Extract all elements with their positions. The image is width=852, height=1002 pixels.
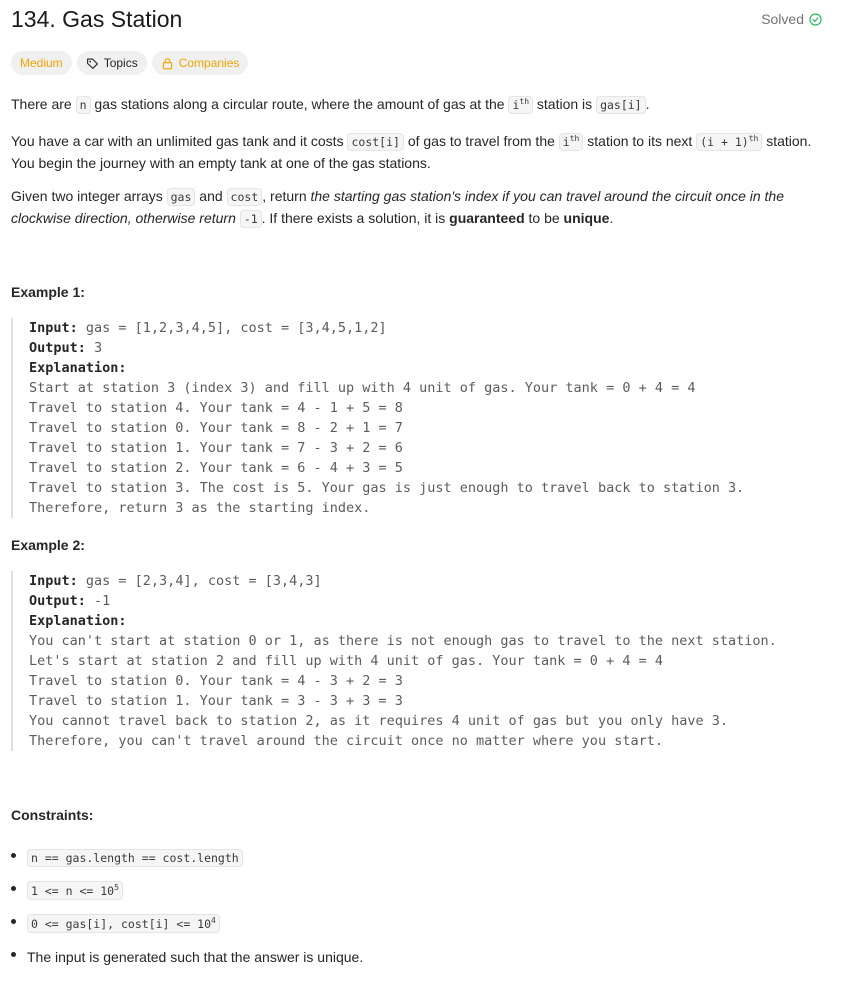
- description-paragraph-1: [11, 91, 826, 116]
- explanation-line: You can't start at station 0 or 1, as there is not enough gas to travel to the next station.: [29, 633, 777, 649]
- explanation-line: Therefore, you can't travel around the circuit once no matter where you start.: [29, 733, 663, 749]
- text: , return: [262, 188, 311, 204]
- example-output-line: [29, 591, 826, 611]
- output-value: -1: [85, 593, 111, 609]
- inline-code: cost[i]: [347, 133, 403, 151]
- constraints-heading: Constraints:: [11, 807, 94, 823]
- explanation-line: Let's start at station 2 and fill up with 4 unit of gas. Your tank = 0 + 4 = 4: [29, 653, 663, 669]
- explanation-line: Travel to station 1. Your tank = 3 - 3 + 3 = 3: [29, 693, 403, 709]
- bold-text: guaranteed: [449, 210, 525, 226]
- constraint-text: The input is generated such that the answer is unique.: [27, 948, 364, 965]
- code-text: (i + 1): [700, 134, 749, 149]
- emphasis-text: the starting gas station's index if you can travel around the circuit once in the clockwise direction, otherwise return: [11, 188, 784, 226]
- example-1-heading: Example 1:: [11, 284, 85, 300]
- text: .: [609, 210, 614, 226]
- example-output-line: [29, 338, 826, 358]
- text: and: [195, 188, 227, 204]
- text: station. You begin the journey with an empty tank at one of the gas stations.: [11, 132, 812, 171]
- text: .: [645, 95, 650, 112]
- text: gas stations along a circular route, where the amount of gas at the: [90, 95, 509, 112]
- code-text: 0 <= gas[i], cost[i] <= 10: [31, 916, 212, 931]
- solved-label: Solved: [761, 11, 804, 27]
- inline-code: gas: [167, 188, 196, 206]
- inline-code: gas[i]: [596, 96, 646, 114]
- bold-text: unique: [563, 210, 610, 226]
- text: of gas to travel from the: [403, 132, 559, 149]
- problem-title: 134. Gas Station: [11, 6, 183, 32]
- difficulty-label: Medium: [20, 56, 63, 70]
- example-input-line: [29, 571, 826, 591]
- code-text: i: [562, 134, 570, 149]
- example-1-block: [11, 318, 826, 518]
- explanation-line: Travel to station 3. The cost is 5. Your gas is just enough to travel back to station 3.: [29, 480, 745, 496]
- input-value: gas = [2,3,4], cost = [3,4,3]: [77, 573, 322, 589]
- difficulty-badge: [11, 51, 72, 75]
- inline-code: [27, 914, 220, 933]
- constraint-item: [11, 874, 363, 907]
- text: to be: [524, 210, 564, 226]
- input-label: Input:: [29, 573, 78, 589]
- description-paragraph-2: [11, 128, 826, 174]
- output-value: 3: [85, 340, 103, 356]
- explanation-line: Travel to station 4. Your tank = 4 - 1 + 5 = 8: [29, 400, 403, 416]
- text: There are: [11, 95, 76, 112]
- explanation-line: Travel to station 0. Your tank = 4 - 3 + 2 = 3: [29, 673, 403, 689]
- explanation-line: Travel to station 1. Your tank = 7 - 3 + 2 = 6: [29, 440, 403, 456]
- inline-code: [559, 133, 584, 151]
- inline-code: n: [76, 96, 91, 114]
- superscript: th: [569, 134, 580, 143]
- example-2-block: [11, 571, 826, 751]
- constraint-item: [11, 841, 363, 874]
- lock-icon: [161, 57, 174, 70]
- text: station to its next: [583, 132, 697, 149]
- example-explanation-label: [29, 358, 826, 378]
- example-explanation-label: [29, 611, 826, 631]
- explanation-line: Travel to station 0. Your tank = 8 - 2 + 1 = 7: [29, 420, 403, 436]
- explanation-line: Start at station 3 (index 3) and fill up with 4 unit of gas. Your tank = 0 + 4 = 4: [29, 380, 696, 396]
- example-input-line: [29, 318, 826, 338]
- output-label: Output:: [29, 340, 86, 356]
- inline-code: n == gas.length == cost.length: [27, 849, 243, 867]
- explanation-line: Travel to station 2. Your tank = 6 - 4 + 3 = 5: [29, 460, 403, 476]
- inline-code: -1: [240, 210, 262, 228]
- code-text: 1 <= n <= 10: [31, 883, 115, 898]
- tag-row: [11, 51, 248, 75]
- explanation-label: Explanation:: [29, 360, 127, 376]
- text: station is: [533, 95, 597, 112]
- superscript: th: [748, 134, 759, 143]
- explanation-label: Explanation:: [29, 613, 127, 629]
- superscript: th: [519, 97, 530, 106]
- input-label: Input:: [29, 320, 78, 336]
- text: . If there exists a solution, it is: [261, 210, 450, 226]
- explanation-line: You cannot travel back to station 2, as it requires 4 unit of gas but you only have 3.: [29, 713, 728, 729]
- constraint-item: [11, 907, 363, 940]
- constraint-item: [11, 940, 363, 973]
- code-text: i: [512, 97, 520, 112]
- inline-code: [696, 133, 762, 151]
- text: You have a car with an unlimited gas tank and it costs: [11, 132, 348, 149]
- tag-icon: [86, 57, 99, 70]
- inline-code: cost: [227, 188, 263, 206]
- superscript: 5: [114, 883, 119, 893]
- example-2-heading: Example 2:: [11, 537, 85, 553]
- companies-button[interactable]: [152, 51, 249, 75]
- input-value: gas = [1,2,3,4,5], cost = [3,4,5,1,2]: [77, 320, 387, 336]
- inline-code: [508, 96, 533, 114]
- check-circle-icon: [809, 13, 822, 26]
- solved-status: [761, 11, 822, 27]
- inline-code: [27, 881, 123, 900]
- text: Given two integer arrays: [11, 188, 167, 204]
- topics-button[interactable]: [77, 51, 147, 75]
- output-label: Output:: [29, 593, 86, 609]
- topics-label: Topics: [103, 56, 138, 70]
- description-paragraph-3: [11, 186, 826, 230]
- superscript: 4: [211, 916, 216, 926]
- companies-label: Companies: [178, 56, 240, 70]
- explanation-line: Therefore, return 3 as the starting index.: [29, 500, 371, 516]
- constraints-list: [11, 841, 363, 973]
